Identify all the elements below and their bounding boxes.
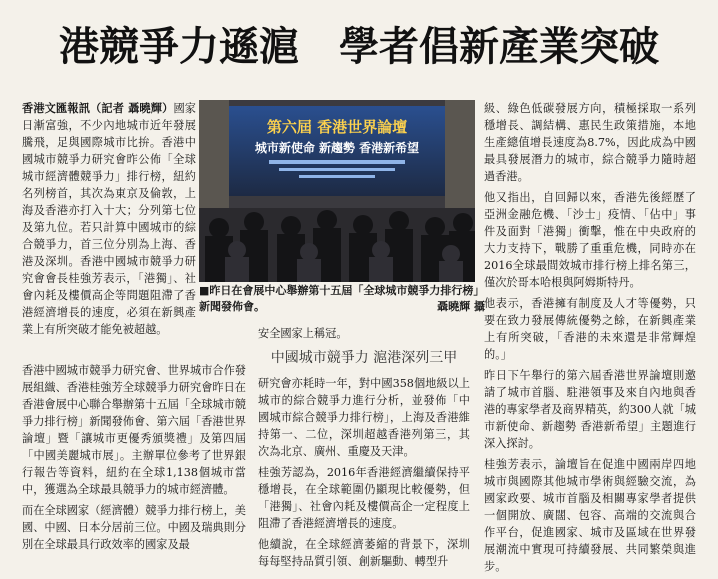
- article-headline: [0, 8, 718, 78]
- col2-paragraph-2: 桂強芳認為，2016年香港經濟繼續保持平穩增長，在全球範圍仍顯現比較優勢，但「港獨」、社會內耗及樓價高企一定程度上阻滯了香港經濟增長的速度。: [258, 466, 470, 530]
- column-3: [484, 100, 696, 579]
- conference-photo-image: [199, 100, 475, 282]
- col2-paragraph-3: 他續說，在全球經濟萎縮的背景下，深圳每每堅持品質引領、創新驅動、轉型升: [258, 538, 470, 568]
- paragraph-1-text: 國家日漸富強，不少內地城市近年發展騰飛，足與國際城市比拚。香港中國城市競爭力研究會昨公佈「全球城市經濟體競爭力」排行榜，紐約名列榜首，其次為東京及倫敦，上海及香港亦打入十大；分列第七位及第九位。若只計算中國城市的綜合競爭力，首三位分別為上海、香港及深圳。香港中國城市競爭力研究會會長桂強芳表示，「港獨」、社會內耗及樓價高企等問題阻滯了香港經濟增長的速度，必須在新興產業上有所突破才能免被超越。: [22, 102, 196, 336]
- column-1-lower: [22, 362, 246, 557]
- col3-paragraph-4: 昨日下午舉行的第六屆香港世界論壇則邀請了城市首腦、駐港領事及來自內地與香港的專家學者及商界精英，約300人就「城市新使命、新趨勢 香港新希望」主題進行深入探討。: [484, 369, 696, 450]
- column-1-upper: [22, 100, 196, 342]
- conference-photo: [199, 100, 475, 282]
- col3-paragraph-3: 他表示，香港擁有制度及人才等優勢，只要在致力發展傳統優勢之餘，在新興產業上有所突破，「香港的未來還是非常輝煌的。」: [484, 297, 696, 361]
- banner-subtitle: 城市新使命 新趨勢 香港新希望: [254, 141, 420, 155]
- byline: 香港文匯報訊（記者 聶曉輝）: [22, 101, 174, 115]
- section-subhead: 中國城市競爭力 滬港深列三甲: [270, 350, 458, 366]
- headline-right: 學者倡新產業突破: [339, 23, 659, 70]
- col2-lead: 安全國家上稱冠。: [258, 327, 348, 340]
- paragraph-lead: [22, 100, 196, 338]
- col2-paragraph-1: 研究會亦耗時一年，對中國358個地級以上城市的綜合競爭力進行分析，並發佈「中國城市綜合競爭力排行榜」，上海及香港維持第一、二位，深圳超越香港列第三，其次為北京、廣州、重慶及天津。: [258, 377, 470, 458]
- photo-caption: [199, 283, 485, 315]
- banner-title: 第六屆 香港世界論壇: [266, 118, 408, 136]
- column-2: [258, 325, 470, 574]
- caption-text: ■昨日在會展中心舉辦第十五屆「全球城市競爭力排行榜」新聞發佈會。: [199, 284, 485, 313]
- headline-left: 港競爭力遜滬: [59, 23, 299, 70]
- col3-paragraph-1: 級、綠色低碳發展方向，積極採取一系列穩增長、調結構、惠民生政策措施，本地生產總值增長速度為8.7%，因此成為中國最具發展潛力的城市，綜合競爭力隨時超過香港。: [484, 102, 696, 183]
- col3-paragraph-2: 他又指出，自回歸以來，香港先後經歷了亞洲金融危機、「沙士」疫情、「佔中」事件及面對「港獨」衝擊，惟在中央政府的大力支持下，戰勝了重重危機，同時亦在2016全球最間效城市排行榜上排名第三，僅次於哥本哈根與阿姆斯特丹。: [484, 191, 696, 289]
- paragraph-3: 而在全球國家（經濟體）競爭力排行榜上，美國、中國、日本分居前三位。中國及瑞典則分別在全球最具行政效率的國家及最: [22, 504, 246, 551]
- paragraph-2: 香港中國城市競爭力研究會、世界城市合作發展組織、香港桂強芳全球競爭力研究會昨日在香港會展中心聯合舉辦第十五屆「全球城市競爭力排行榜」新聞發佈會、第六屆「香港世界論壇」暨「讓城市更優秀頒獎禮」及第四屆「中國美麗城市展」。主辦單位參考了世界銀行報告等資料，紐約在全球1,138個城市當中，獲選為全球最具競爭力的城市經濟體。: [22, 364, 246, 496]
- col3-paragraph-5: 桂強芳表示，論壇旨在促進中國兩岸四地城市與國際其他城市學術與經驗交流，為國家政要、城市首腦及相關專家學者提供一個開放、廣闊、包容、高端的交流與合作平台，促進國家、城市及區域在世界發展潮流中實現可持續發展、共同繁榮與進步。: [484, 458, 696, 573]
- photo-credit: 聶曉輝 攝: [437, 300, 485, 313]
